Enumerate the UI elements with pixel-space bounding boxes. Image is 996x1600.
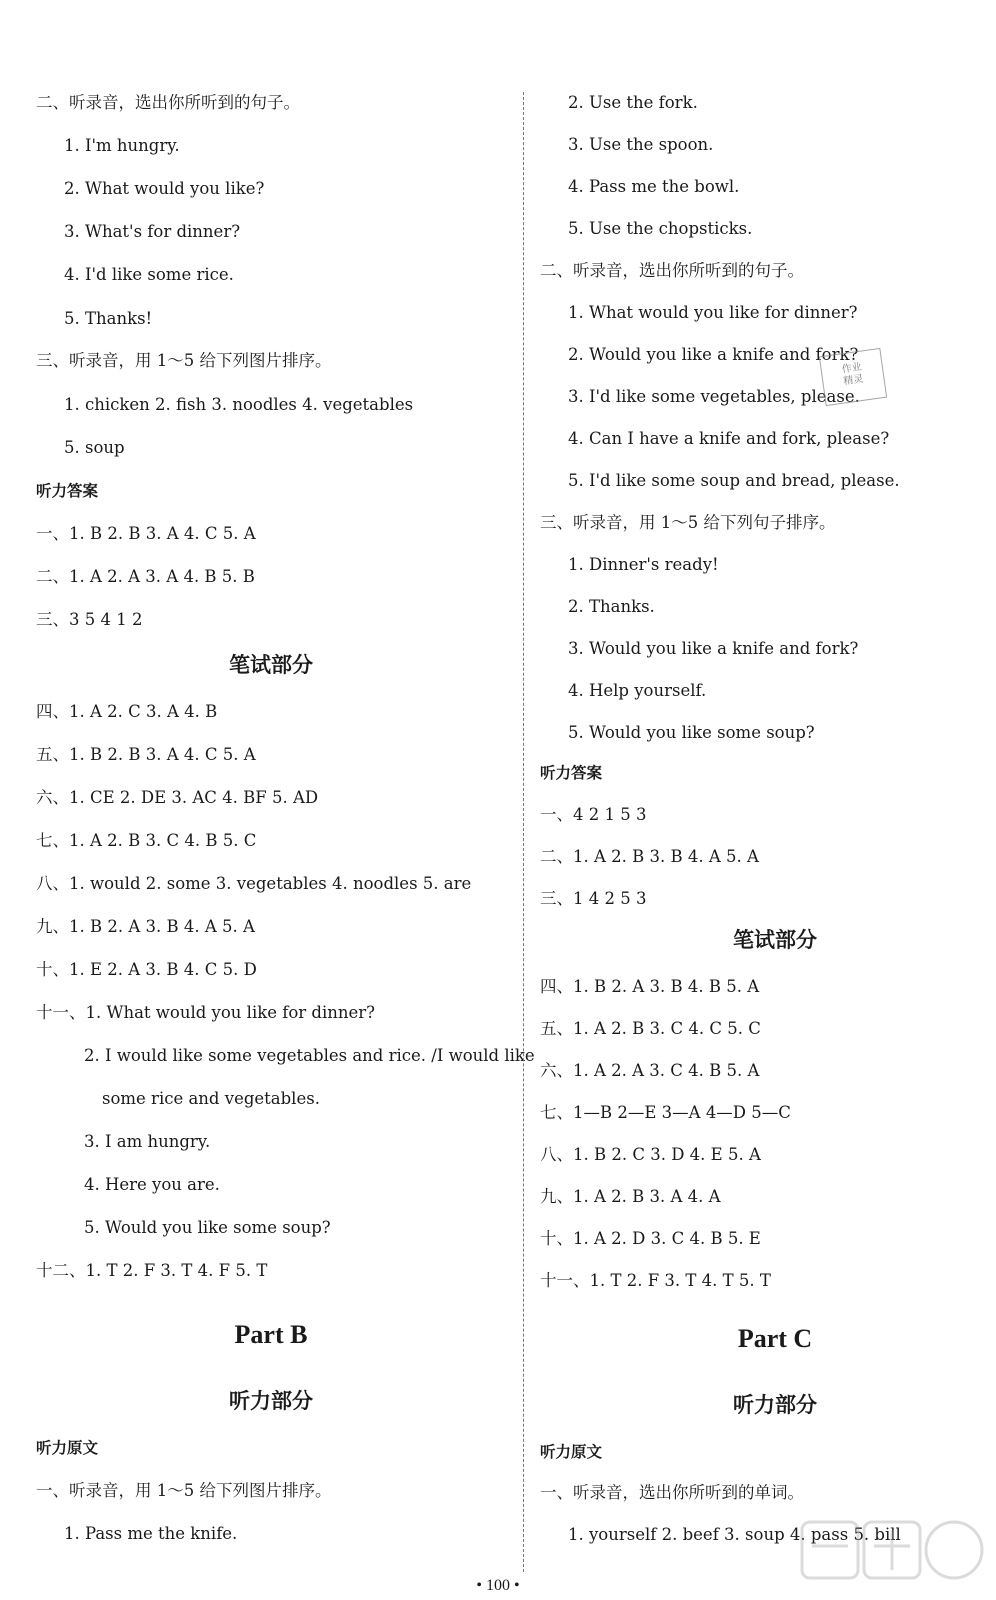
list-item: 4. I'd like some rice. — [64, 265, 234, 284]
answer-row: 六、1. CE 2. DE 3. AC 4. BF 5. AD — [36, 788, 319, 807]
list-item: 4. Pass me the bowl. — [568, 177, 740, 196]
answer-row: 一、1. B 2. B 3. A 4. C 5. A — [36, 524, 256, 543]
list-item: 3. I'd like some vegetables, please. — [568, 387, 860, 406]
list-item: 3. Would you like a knife and fork? — [568, 639, 859, 658]
answer-row: 七、1—B 2—E 3—A 4—D 5—C — [540, 1103, 791, 1122]
list-item: 4. Help yourself. — [568, 681, 707, 700]
answers-label: 听力答案 — [540, 764, 603, 782]
answer-row: 十、1. A 2. D 3. C 4. B 5. E — [540, 1229, 761, 1248]
part-c-title: Part C — [737, 1324, 813, 1353]
answer-row: 三、1 4 2 5 3 — [540, 889, 647, 908]
list-item: 2. What would you like? — [64, 179, 265, 198]
list-item: 1. chicken 2. fish 3. noodles 4. vegetables — [64, 395, 414, 414]
answer-row: 三、3 5 4 1 2 — [36, 610, 143, 629]
listening-section-title: 听力部分 — [733, 1393, 817, 1417]
homework-stamp — [819, 348, 887, 406]
answer-row: 九、1. A 2. B 3. A 4. A — [540, 1187, 721, 1206]
list-item: 5. Would you like some soup? — [84, 1218, 331, 1237]
answer-row: 九、1. B 2. A 3. B 4. A 5. A — [36, 917, 255, 936]
list-item: 2. I would like some vegetables and rice. /I would like — [84, 1046, 535, 1065]
section-2-heading: 二、听录音，选出你所听到的句子。 — [36, 93, 300, 112]
part-b-title: Part B — [234, 1320, 308, 1349]
listening-section-title: 听力部分 — [229, 1389, 313, 1413]
answer-row: 八、1. B 2. C 3. D 4. E 5. A — [540, 1145, 761, 1164]
answer-row: 二、1. A 2. B 3. B 4. A 5. A — [540, 847, 759, 866]
written-section-title: 笔试部分 — [229, 653, 313, 677]
list-item: 1. I'm hungry. — [64, 136, 180, 155]
list-item: 5. I'd like some soup and bread, please. — [568, 471, 900, 490]
list-item: 3. I am hungry. — [84, 1132, 211, 1151]
script-label: 听力原文 — [540, 1443, 603, 1461]
script-label: 听力原文 — [36, 1439, 99, 1457]
answer-row: 八、1. would 2. some 3. vegetables 4. noodles 5. are — [36, 874, 472, 893]
list-item: 4. Here you are. — [84, 1175, 220, 1194]
list-item: 2. Use the fork. — [568, 93, 698, 112]
list-item: 1. Dinner's ready! — [568, 555, 719, 574]
list-item: 1. Pass me the knife. — [64, 1524, 238, 1543]
list-item: 1. yourself 2. beef 3. soup 4. pass 5. bill — [568, 1525, 901, 1544]
list-item: 2. Would you like a knife and fork? — [568, 345, 859, 364]
list-item: 3. Use the spoon. — [568, 135, 714, 154]
section-3-heading: 三、听录音，用 1～5 给下列图片排序。 — [36, 351, 332, 370]
answer-row: 七、1. A 2. B 3. C 4. B 5. C — [36, 831, 257, 850]
answer-row: 十二、1. T 2. F 3. T 4. F 5. T — [36, 1261, 268, 1280]
answer-row: 一、4 2 1 5 3 — [540, 805, 647, 824]
answer-row: 十、1. E 2. A 3. B 4. C 5. D — [36, 960, 257, 979]
column-divider — [523, 92, 524, 1572]
section-2-heading: 二、听录音，选出你所听到的句子。 — [540, 261, 804, 280]
written-section-title: 笔试部分 — [733, 928, 817, 952]
stamp-text: 作业 精灵 — [841, 361, 865, 388]
list-item: 5. soup — [64, 438, 125, 457]
list-item: 2. Thanks. — [568, 597, 655, 616]
answer-row: 二、1. A 2. A 3. A 4. B 5. B — [36, 567, 255, 586]
answer-row: 四、1. B 2. A 3. B 4. B 5. A — [540, 977, 760, 996]
list-item: 4. Can I have a knife and fork, please? — [568, 429, 890, 448]
section-3-heading: 三、听录音，用 1～5 给下列句子排序。 — [540, 513, 836, 532]
list-item: 3. What's for dinner? — [64, 222, 241, 241]
list-item: 5. Thanks! — [64, 309, 153, 328]
answers-label: 听力答案 — [36, 482, 99, 500]
section-11-heading: 十一、1. What would you like for dinner? — [36, 1003, 376, 1022]
answer-row: 四、1. A 2. C 3. A 4. B — [36, 702, 218, 721]
list-item: 1. What would you like for dinner? — [568, 303, 858, 322]
list-item-continuation: some rice and vegetables. — [102, 1089, 320, 1108]
section-1-heading: 一、听录音，用 1～5 给下列图片排序。 — [36, 1481, 332, 1500]
page-number: • 100 • — [476, 1577, 520, 1594]
answer-row: 五、1. A 2. B 3. C 4. C 5. C — [540, 1019, 761, 1038]
answer-row: 十一、1. T 2. F 3. T 4. T 5. T — [540, 1271, 771, 1290]
answer-row: 五、1. B 2. B 3. A 4. C 5. A — [36, 745, 256, 764]
list-item: 5. Use the chopsticks. — [568, 219, 753, 238]
answer-row: 六、1. A 2. A 3. C 4. B 5. A — [540, 1061, 760, 1080]
section-1-heading: 一、听录音，选出你所听到的单词。 — [540, 1483, 804, 1502]
list-item: 5. Would you like some soup? — [568, 723, 815, 742]
